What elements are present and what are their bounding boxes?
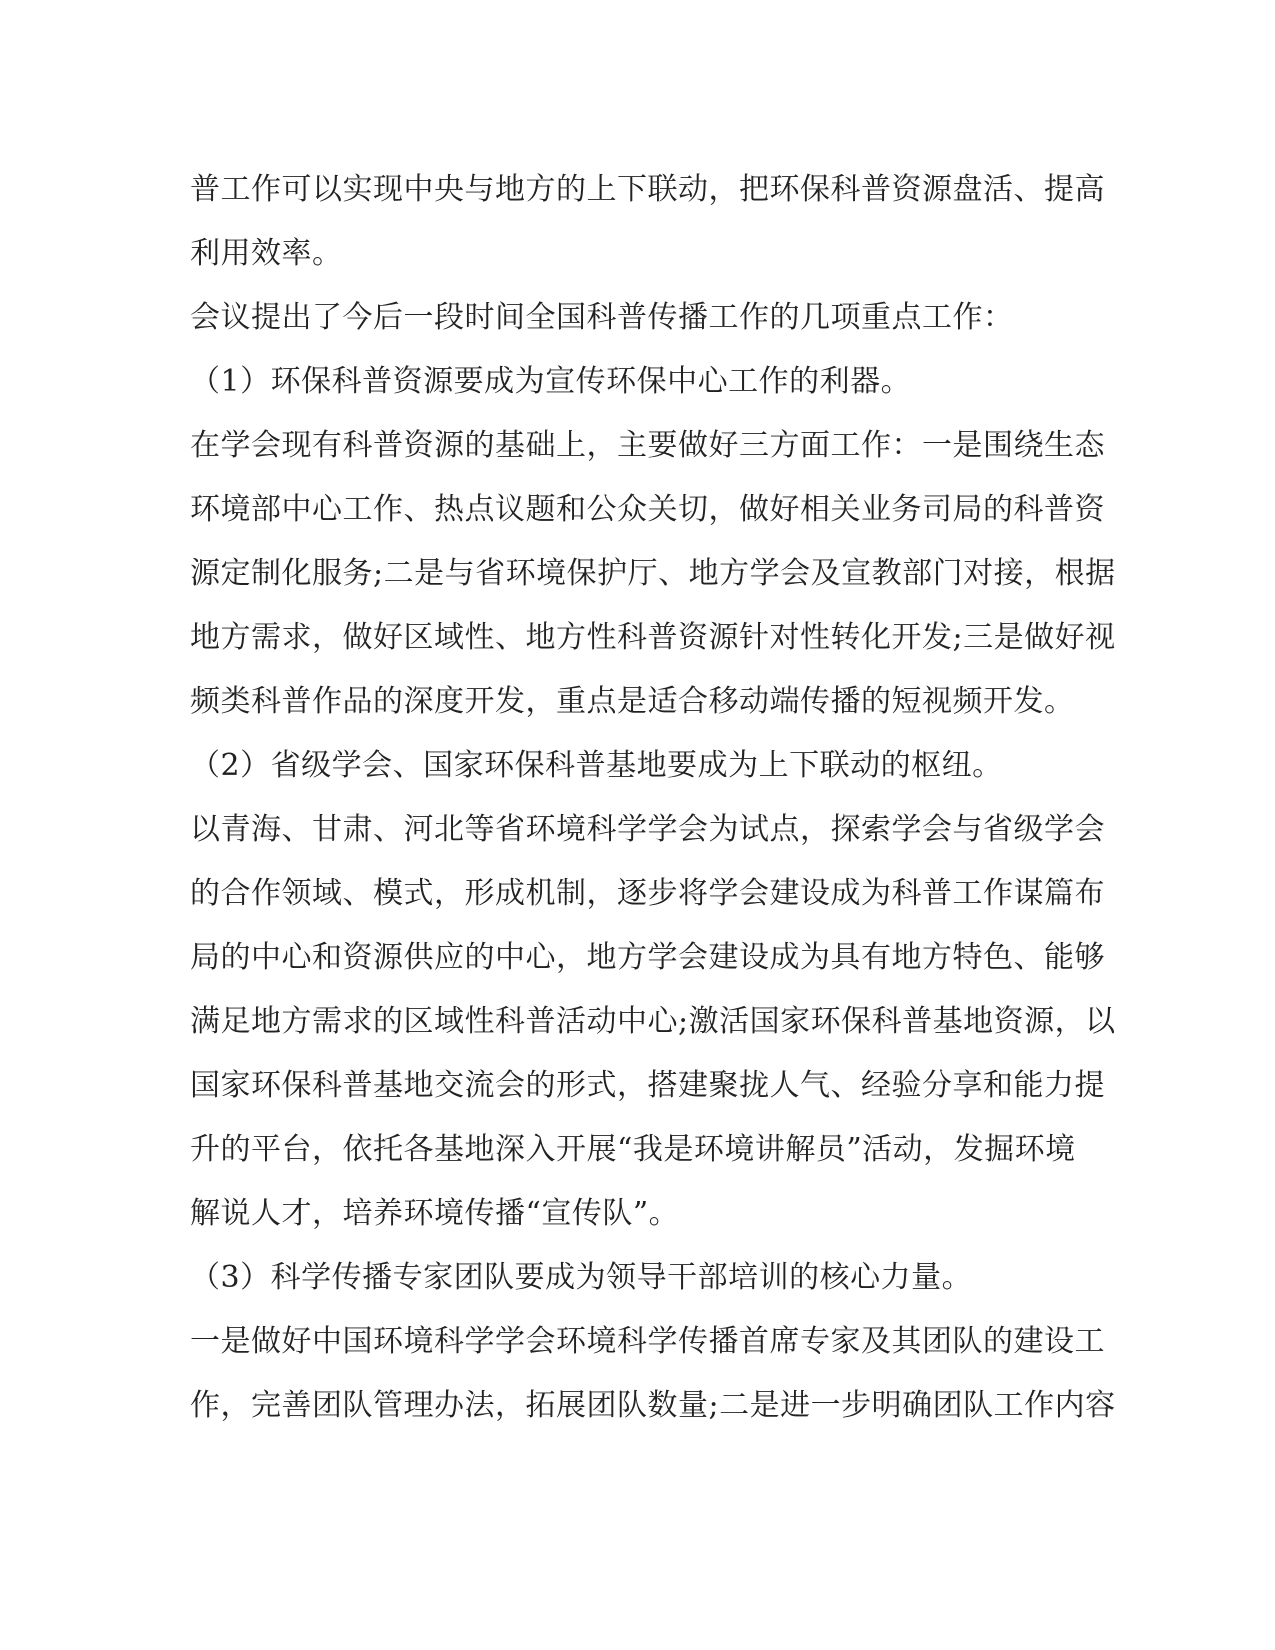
text-line: 局的中心和资源供应的中心，地方学会建设成为具有地方特色、能够 (190, 940, 1105, 975)
section-heading-1: （1）环保科普资源要成为宣传环保中心工作的利器。 (190, 364, 912, 399)
text-line: 在学会现有科普资源的基础上，主要做好三方面工作：一是围绕生态 (190, 428, 1105, 463)
text-line: 国家环保科普基地交流会的形式，搭建聚拢人气、经验分享和能力提 (190, 1068, 1105, 1103)
section-heading-3: （3）科学传播专家团队要成为领导干部培训的核心力量。 (190, 1260, 973, 1295)
document-body (190, 158, 1116, 1438)
text-line: 环境部中心工作、热点议题和公众关切，做好相关业务司局的科普资 (190, 492, 1105, 527)
text-line: 以青海、甘肃、河北等省环境科学学会为试点，探索学会与省级学会 (190, 812, 1105, 847)
text-line: 解说人才，培养环境传播“宣传队”。 (190, 1196, 680, 1231)
text-line: 普工作可以实现中央与地方的上下联动，把环保科普资源盘活、提高 (190, 172, 1105, 207)
text-line: 地方需求，做好区域性、地方性科普资源针对性转化开发;三是做好视 (190, 620, 1116, 655)
text-line: 作，完善团队管理办法，拓展团队数量;二是进一步明确团队工作内容 (190, 1388, 1116, 1423)
text-line: 满足地方需求的区域性科普活动中心;激活国家环保科普基地资源，以 (190, 1004, 1116, 1039)
text-line: 的合作领域、模式，形成机制，逐步将学会建设成为科普工作谋篇布 (190, 876, 1105, 911)
text-line: 利用效率。 (190, 236, 343, 271)
text-line: 一是做好中国环境科学学会环境科学传播首席专家及其团队的建设工 (190, 1324, 1105, 1359)
section-heading-2: （2）省级学会、国家环保科普基地要成为上下联动的枢纽。 (190, 748, 1003, 783)
text-line: 会议提出了今后一段时间全国科普传播工作的几项重点工作： (190, 300, 1014, 335)
text-line: 源定制化服务;二是与省环境保护厅、地方学会及宣教部门对接，根据 (190, 556, 1116, 591)
text-line: 频类科普作品的深度开发，重点是适合移动端传播的短视频开发。 (190, 684, 1075, 719)
text-line: 升的平台，依托各基地深入开展“我是环境讲解员”活动，发掘环境 (190, 1132, 1076, 1167)
